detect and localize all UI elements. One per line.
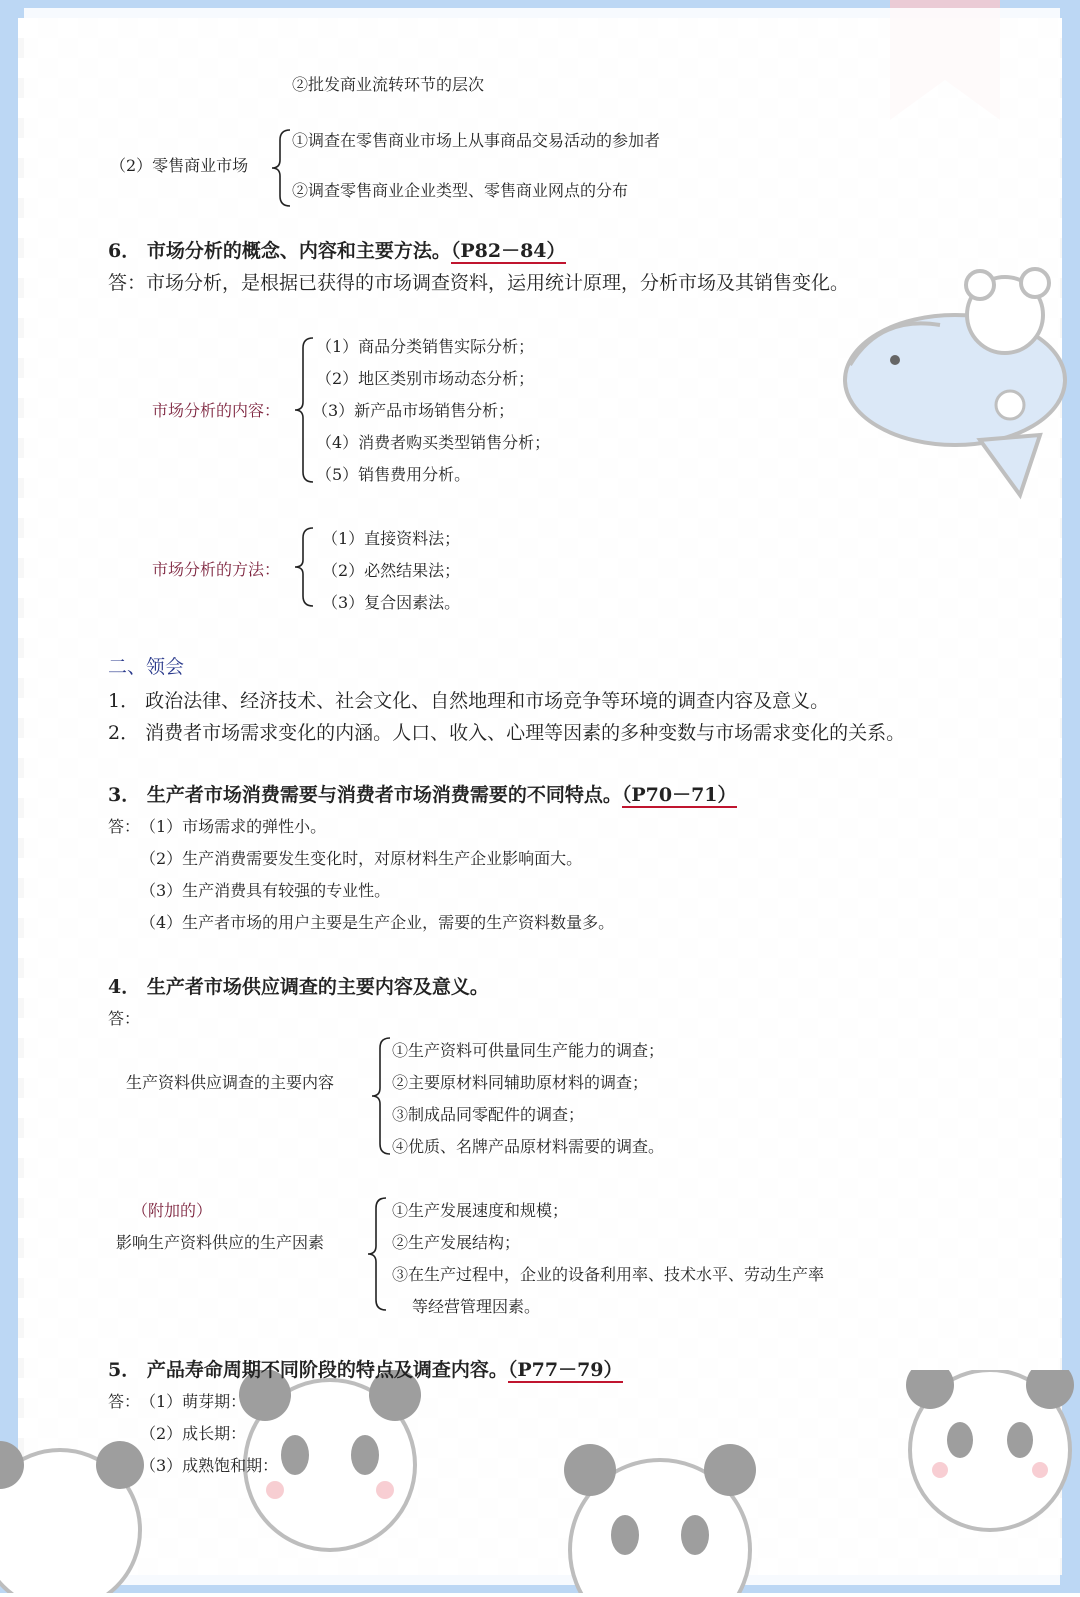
analysis-content-item: （5）销售费用分析。 [316, 465, 471, 484]
analysis-content-label: 市场分析的内容： [152, 401, 281, 420]
comprehend-item: 1． 政治法律、经济技术、社会文化、自然地理和市场竞争等环境的调查内容及意义。 [108, 690, 830, 712]
q3-item: （1）市场需求的弹性小。 [140, 817, 327, 836]
q4-answer-prefix: 答： [108, 1009, 141, 1028]
production-factor-item: ③在生产过程中，企业的设备利用率、技术水平、劳动生产率 [392, 1265, 825, 1284]
q5-title: 5． 产品寿命周期不同阶段的特点及调查内容。（P77－79） [108, 1359, 623, 1381]
q3-title: 3． 生产者市场消费需要与消费者市场消费需要的不同特点。（P70－71） [108, 784, 737, 806]
q5-answer-prefix: 答： [108, 1392, 141, 1411]
analysis-method-item: （1）直接资料法； [322, 529, 461, 548]
q3-page-ref: （P70－71） [621, 784, 737, 806]
supply-content-item: ④优质、名牌产品原材料需要的调查。 [392, 1137, 665, 1156]
wholesale-item-2: ②批发商业流转环节的层次 [292, 75, 485, 94]
analysis-content-item: （4）消费者购买类型销售分析； [316, 433, 551, 452]
section-heading-comprehend: 二、领会 [108, 656, 185, 678]
q5-item: （2）成长期： [140, 1424, 247, 1443]
supply-content-item: ②主要原材料同辅助原材料的调查； [392, 1073, 649, 1092]
q3-item: （2）生产消费需要发生变化时，对原材料生产企业影响面大。 [140, 849, 583, 868]
production-factor-item-cont: 等经营管理因素。 [412, 1297, 541, 1316]
supply-content-item: ①生产资料可供量同生产能力的调查； [392, 1041, 665, 1060]
analysis-method-item: （2）必然结果法； [322, 561, 461, 580]
production-factor-label: 影响生产资料供应的生产因素 [116, 1233, 325, 1252]
supply-content-brace [372, 1036, 392, 1158]
q5-page-ref: （P77－79） [507, 1359, 623, 1381]
q6-answer: 答：市场分析，是根据已获得的市场调查资料，运用统计原理，分析市场及其销售变化。 [108, 272, 850, 294]
retail-item-1: ①调查在零售商业市场上从事商品交易活动的参加者 [292, 131, 661, 150]
analysis-method-label: 市场分析的方法： [152, 560, 281, 579]
extra-note: （附加的） [132, 1201, 213, 1220]
q3-item: （3）生产消费具有较强的专业性。 [140, 881, 391, 900]
q5-item: （3）成熟饱和期： [140, 1456, 279, 1475]
analysis-content-item: （1）商品分类销售实际分析； [316, 337, 535, 356]
production-factor-item: ②生产发展结构； [392, 1233, 521, 1252]
q3-item: （4）生产者市场的用户主要是生产企业，需要的生产资料数量多。 [140, 913, 615, 932]
retail-item-2: ②调查零售商业企业类型、零售商业网点的分布 [292, 181, 629, 200]
production-factor-item: ①生产发展速度和规模； [392, 1201, 569, 1220]
q4-title: 4． 生产者市场供应调查的主要内容及意义。 [108, 976, 489, 998]
comprehend-item: 2． 消费者市场需求变化的内涵。人口、收入、心理等因素的多种变数与市场需求变化的关系。 [108, 722, 906, 744]
analysis-content-item: （3）新产品市场销售分析； [312, 401, 515, 420]
q6-title: 6． 市场分析的概念、内容和主要方法。（P82－84） [108, 240, 566, 262]
supply-content-item: ③制成品同零配件的调查； [392, 1105, 585, 1124]
production-factor-brace [368, 1196, 388, 1314]
dolphin-bear-sticker-icon [820, 255, 1070, 515]
retail-brace [272, 128, 292, 208]
q5-item: （1）萌芽期： [140, 1392, 247, 1411]
analysis-content-item: （2）地区类别市场动态分析； [316, 369, 535, 388]
retail-market-label: （2）零售商业市场 [110, 156, 249, 175]
analysis-method-brace [295, 526, 315, 610]
supply-content-label: 生产资料供应调查的主要内容 [126, 1073, 335, 1092]
q3-answer-prefix: 答： [108, 817, 141, 836]
q6-page-ref: （P82－84） [450, 240, 566, 262]
analysis-method-item: （3）复合因素法。 [322, 593, 461, 612]
